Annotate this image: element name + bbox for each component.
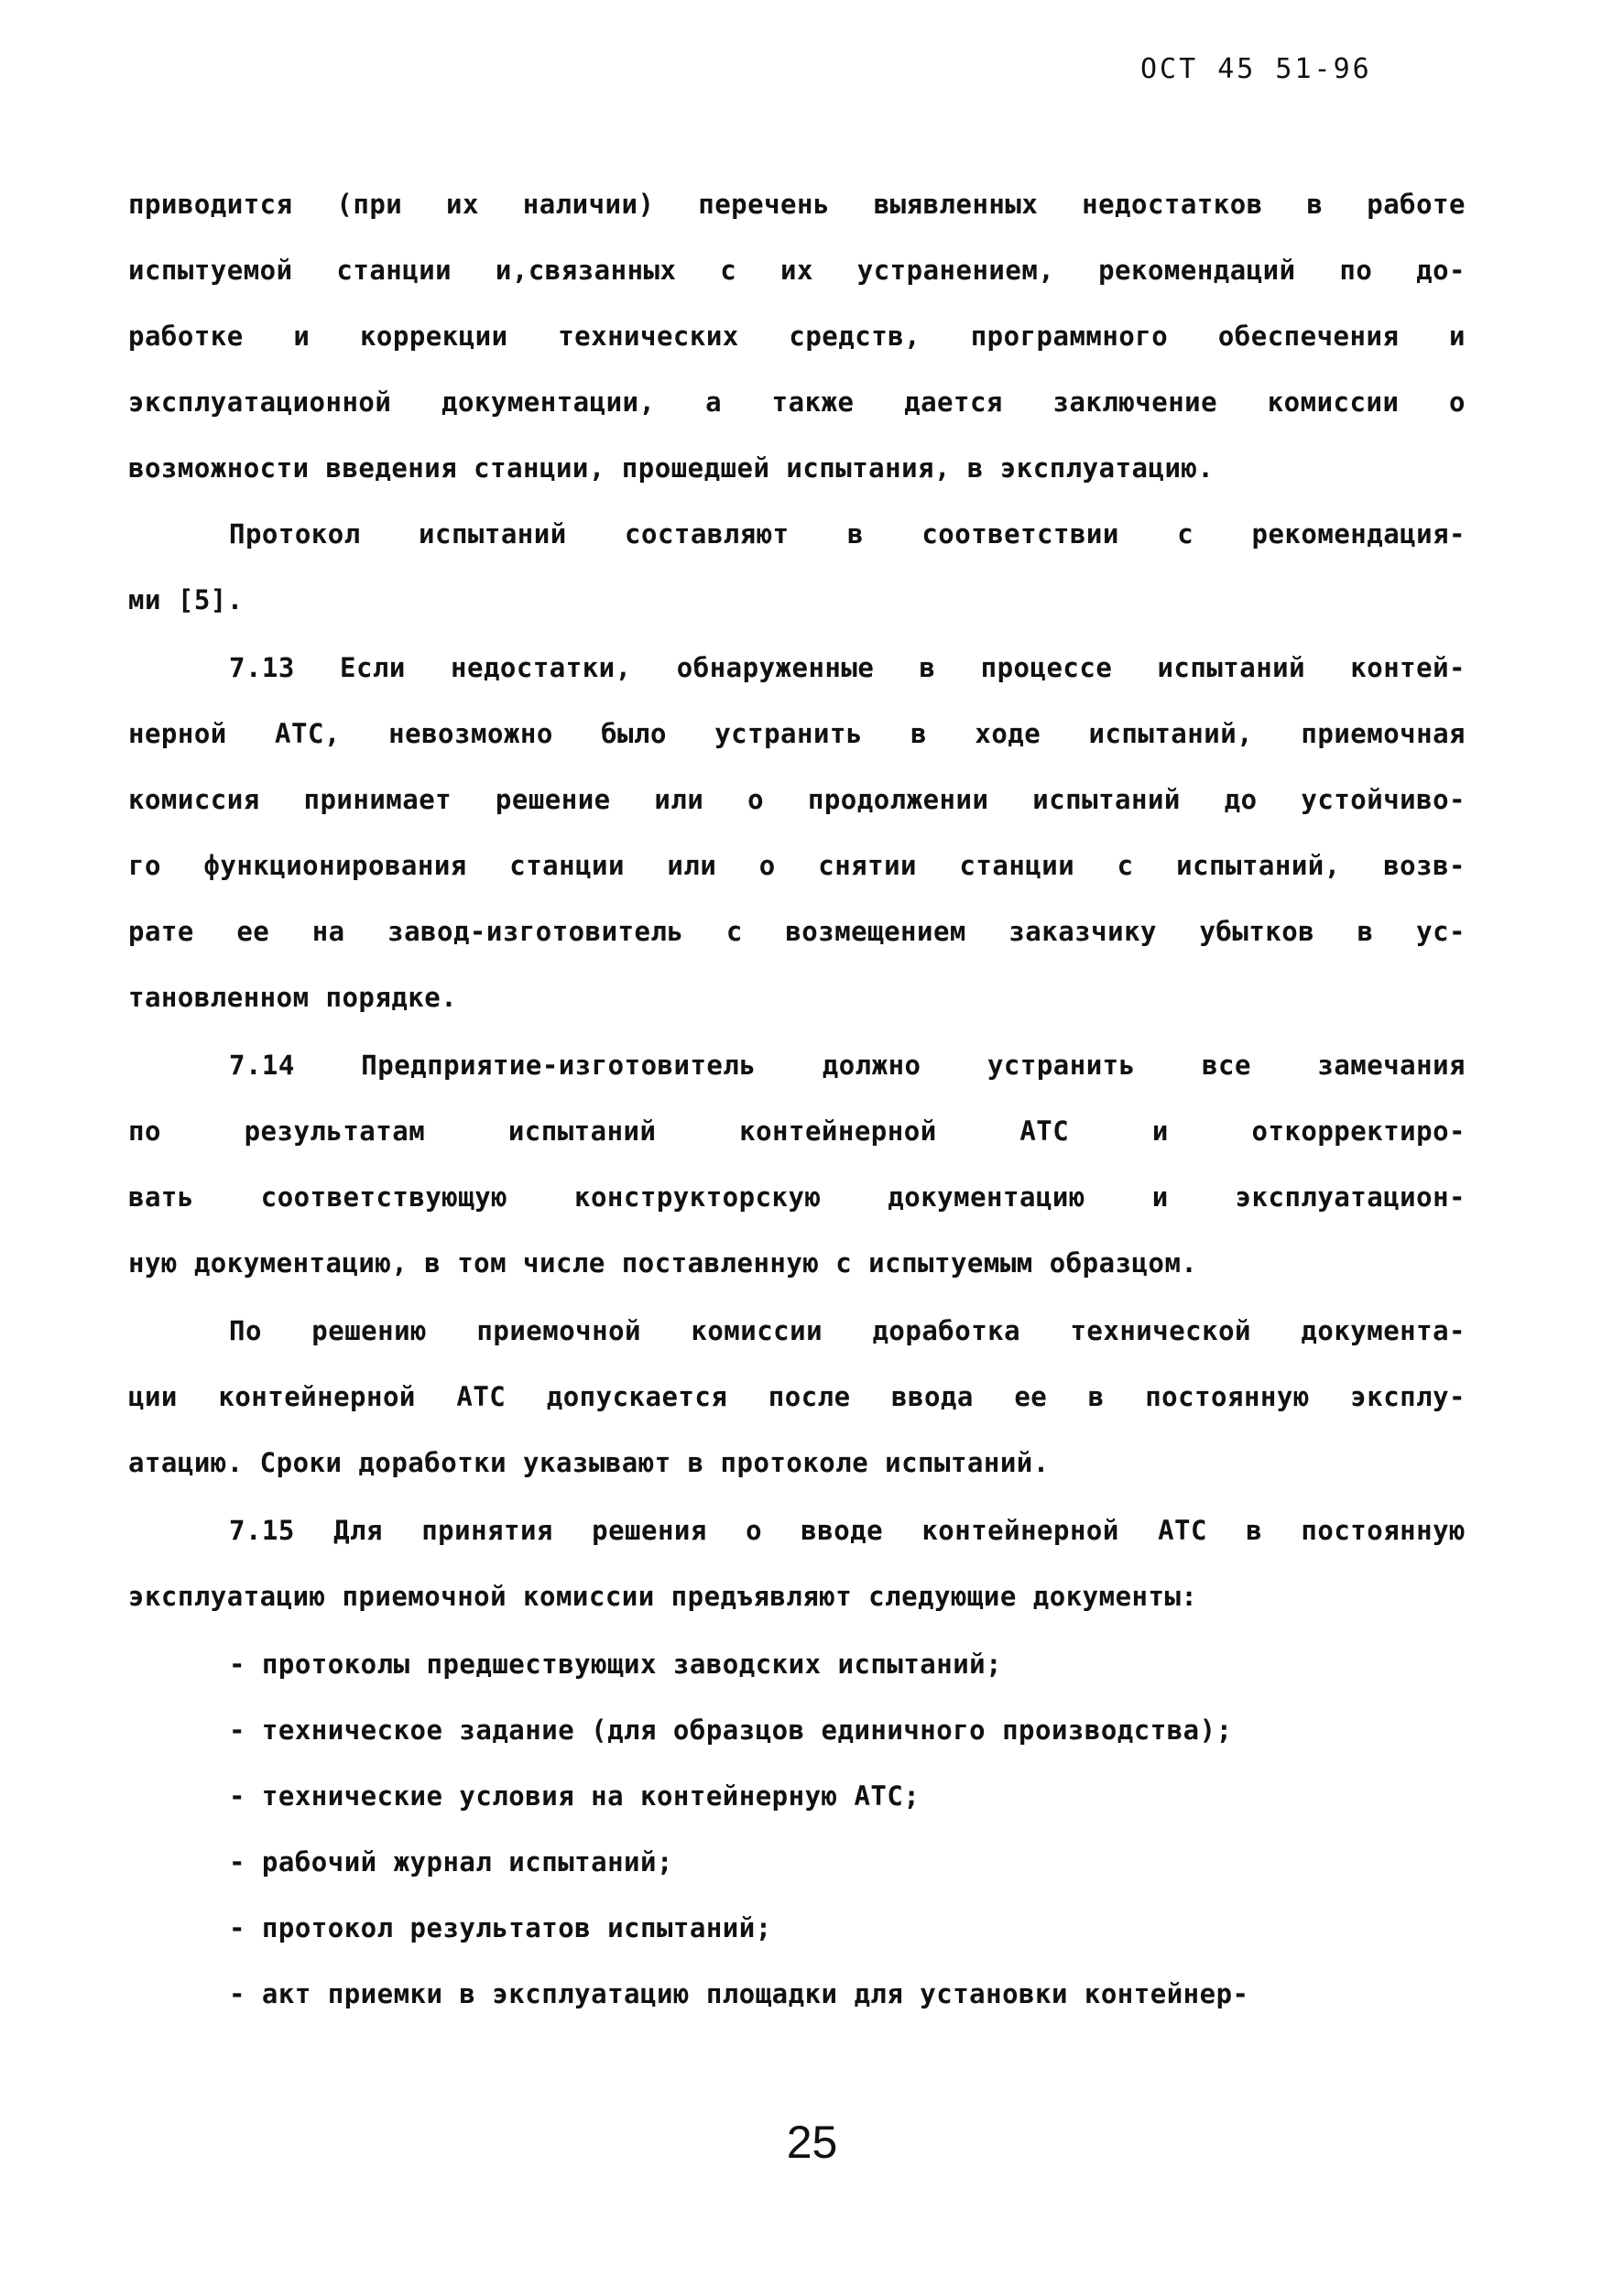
text-line: тановленном порядке. [128, 982, 458, 1013]
text-line: 7.15 Для принятия решения о вводе контейнерной АТС в постоянную [229, 1515, 1466, 1546]
list-item: - технические условия на контейнерную АТС; [229, 1780, 921, 1812]
list-item: - протоколы предшествующих заводских испытаний; [229, 1649, 1003, 1680]
text-line: приводится (при их наличии) перечень выявленных недостатков в работе [128, 189, 1466, 220]
list-item: - протокол результатов испытаний; [229, 1912, 772, 1943]
text-line: 7.13 Если недостатки, обнаруженные в процессе испытаний контей- [229, 652, 1466, 683]
text-line: вать соответствующую конструкторскую документацию и эксплуатацион- [128, 1181, 1466, 1213]
text-line: го функционирования станции или о снятии станции с испытаний, возв- [128, 850, 1466, 881]
text-line: эксплуатационной документации, а также дается заключение комиссии о [128, 386, 1466, 418]
text-line: ми [5]. [128, 584, 244, 615]
list-item: - техническое задание (для образцов единичного производства); [229, 1714, 1233, 1746]
document-code: ОСТ 45 51-96 [1140, 53, 1372, 85]
list-item: - акт приемки в эксплуатацию площадки для установки контейнер- [229, 1978, 1249, 2009]
text-line: комиссия принимает решение или о продолжении испытаний до устойчиво- [128, 784, 1466, 815]
text-line: испытуемой станции и,связанных с их устранением, рекомендаций по до- [128, 255, 1466, 286]
page-number: 25 [786, 2117, 838, 2168]
text-line: по результатам испытаний контейнерной АТС и откорректиро- [128, 1116, 1466, 1147]
text-line: Протокол испытаний составляют в соответствии с рекомендация- [229, 518, 1466, 550]
text-line: работке и коррекции технических средств, программного обеспечения и [128, 321, 1466, 352]
text-line: нерной АТС, невозможно было устранить в ходе испытаний, приемочная [128, 718, 1466, 749]
text-line: ции контейнерной АТС допускается после ввода ее в постоянную эксплу- [128, 1381, 1466, 1412]
text-line: 7.14 Предприятие-изготовитель должно устранить все замечания [229, 1050, 1466, 1081]
list-item: - рабочий журнал испытаний; [229, 1846, 673, 1878]
text-line: эксплуатацию приемочной комиссии предъявляют следующие документы: [128, 1581, 1198, 1612]
text-line: рате ее на завод-изготовитель с возмещением заказчику убытков в ус- [128, 916, 1466, 947]
text-line: возможности введения станции, прошедшей испытания, в эксплуатацию. [128, 452, 1215, 484]
text-line: атацию. Сроки доработки указывают в протоколе испытаний. [128, 1447, 1050, 1478]
text-line: ную документацию, в том числе поставленную с испытуемым образцом. [128, 1247, 1198, 1279]
text-line: По решению приемочной комиссии доработка технической документа- [229, 1315, 1466, 1346]
